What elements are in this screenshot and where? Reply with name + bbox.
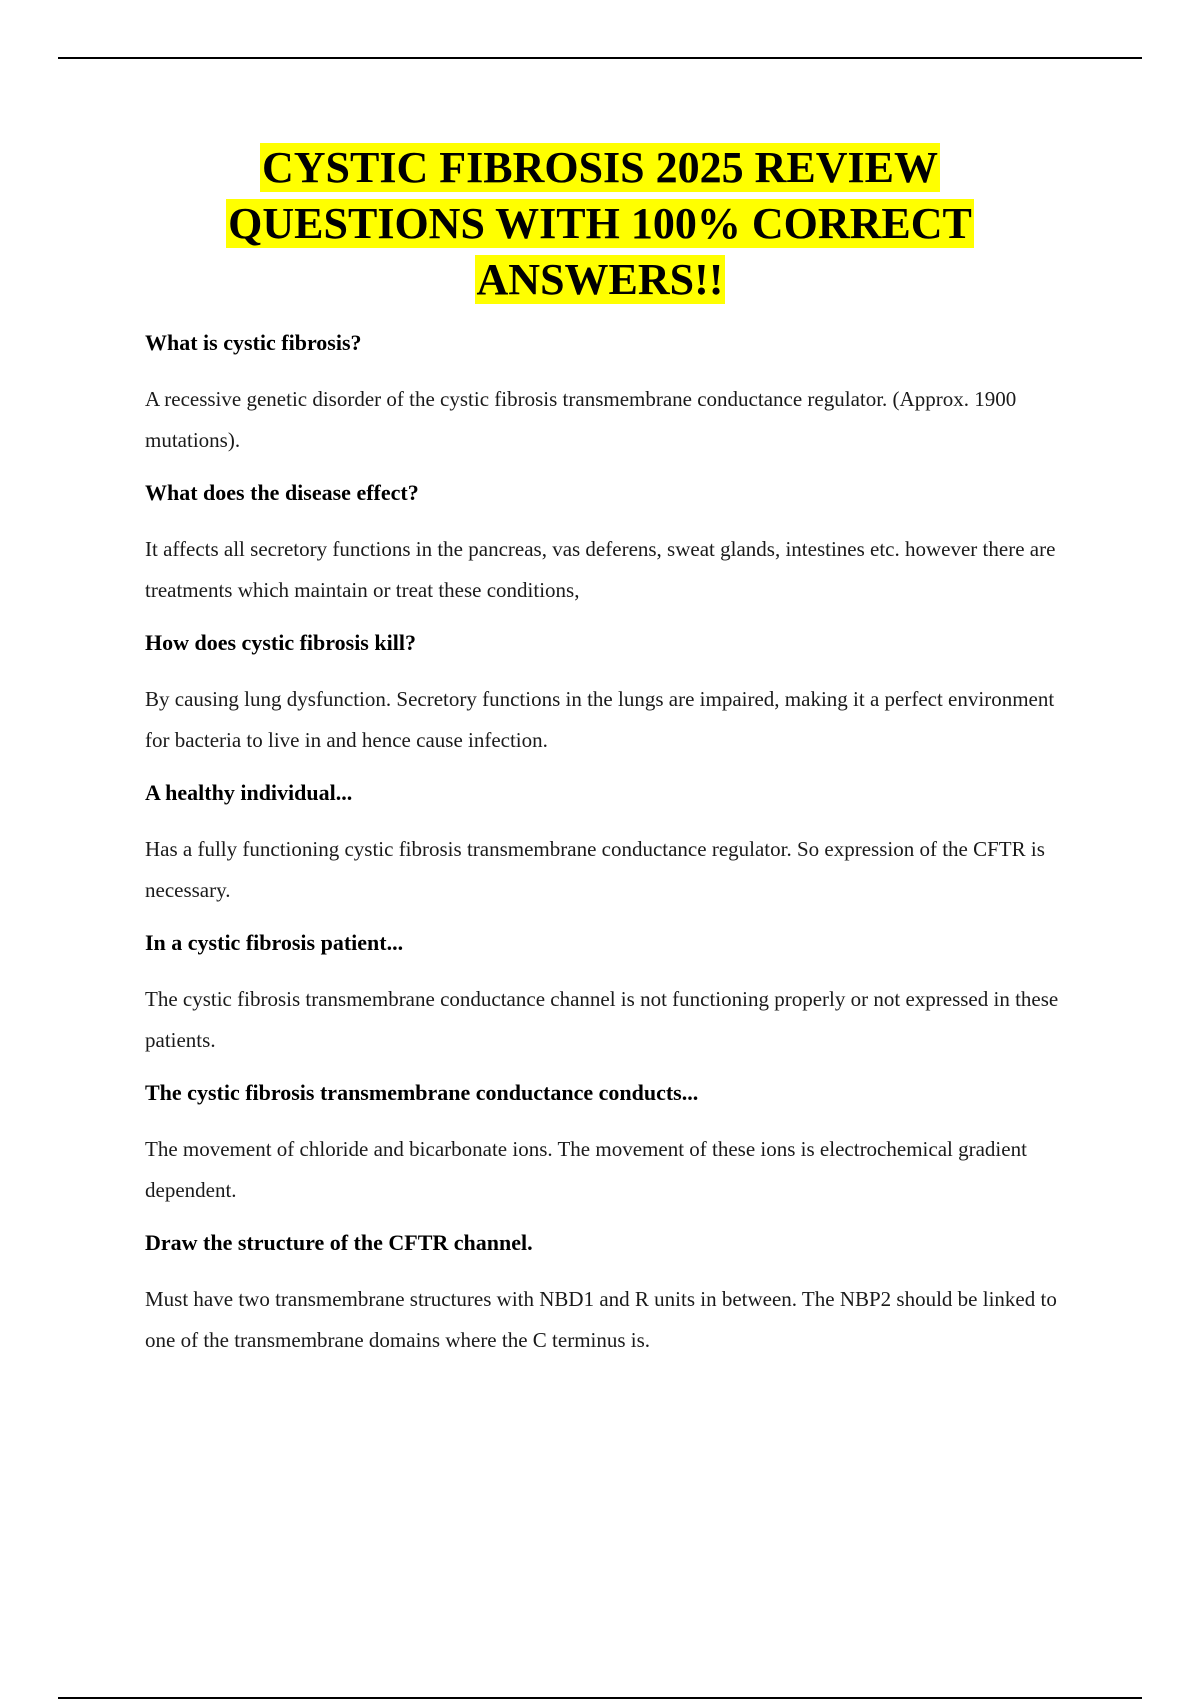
question: What is cystic fibrosis?	[145, 330, 362, 355]
top-rule	[58, 57, 1142, 59]
question: Draw the structure of the CFTR channel.	[145, 1230, 533, 1255]
qa-item	[145, 1073, 1080, 1211]
qa-item	[145, 623, 1080, 761]
title-line-1: CYSTIC FIBROSIS 2025 REVIEW	[261, 143, 939, 192]
title-line-2: QUESTIONS WITH 100% CORRECT	[228, 199, 972, 248]
answer: It affects all secretory functions in the pancreas, vas deferens, sweat glands, intestines etc. however there are treatments which maintain or treat these conditions,	[145, 537, 1056, 602]
title-line-3: ANSWERS!!	[476, 255, 724, 304]
qa-item	[145, 923, 1080, 1061]
question: In a cystic fibrosis patient...	[145, 930, 404, 955]
answer: By causing lung dysfunction. Secretory functions in the lungs are impaired, making it a perfect environment for bacteria to live in and hence cause infection.	[145, 687, 1055, 752]
question: The cystic fibrosis transmembrane conductance conducts...	[145, 1080, 699, 1105]
answer: Must have two transmembrane structures with NBD1 and R units in between. The NBP2 should be linked to one of the transmembrane domains where the C terminus is.	[145, 1287, 1057, 1352]
qa-item	[145, 323, 1080, 461]
document-title	[150, 140, 1050, 308]
answer: Has a fully functioning cystic fibrosis transmembrane conductance regulator. So expression of the CFTR is necessary.	[145, 837, 1045, 902]
qa-item	[145, 773, 1080, 911]
answer: The movement of chloride and bicarbonate ions. The movement of these ions is electrochemical gradient dependent.	[145, 1137, 1027, 1202]
question: How does cystic fibrosis kill?	[145, 630, 416, 655]
qa-list	[145, 323, 1080, 1373]
answer: The cystic fibrosis transmembrane conductance channel is not functioning properly or not expressed in these patients.	[145, 987, 1059, 1052]
answer: A recessive genetic disorder of the cystic fibrosis transmembrane conductance regulator. (Approx. 1900 mutations).	[145, 387, 1017, 452]
bottom-rule	[58, 1697, 1142, 1699]
qa-item	[145, 473, 1080, 611]
question: A healthy individual...	[145, 780, 353, 805]
qa-item	[145, 1223, 1080, 1361]
question: What does the disease effect?	[145, 480, 419, 505]
